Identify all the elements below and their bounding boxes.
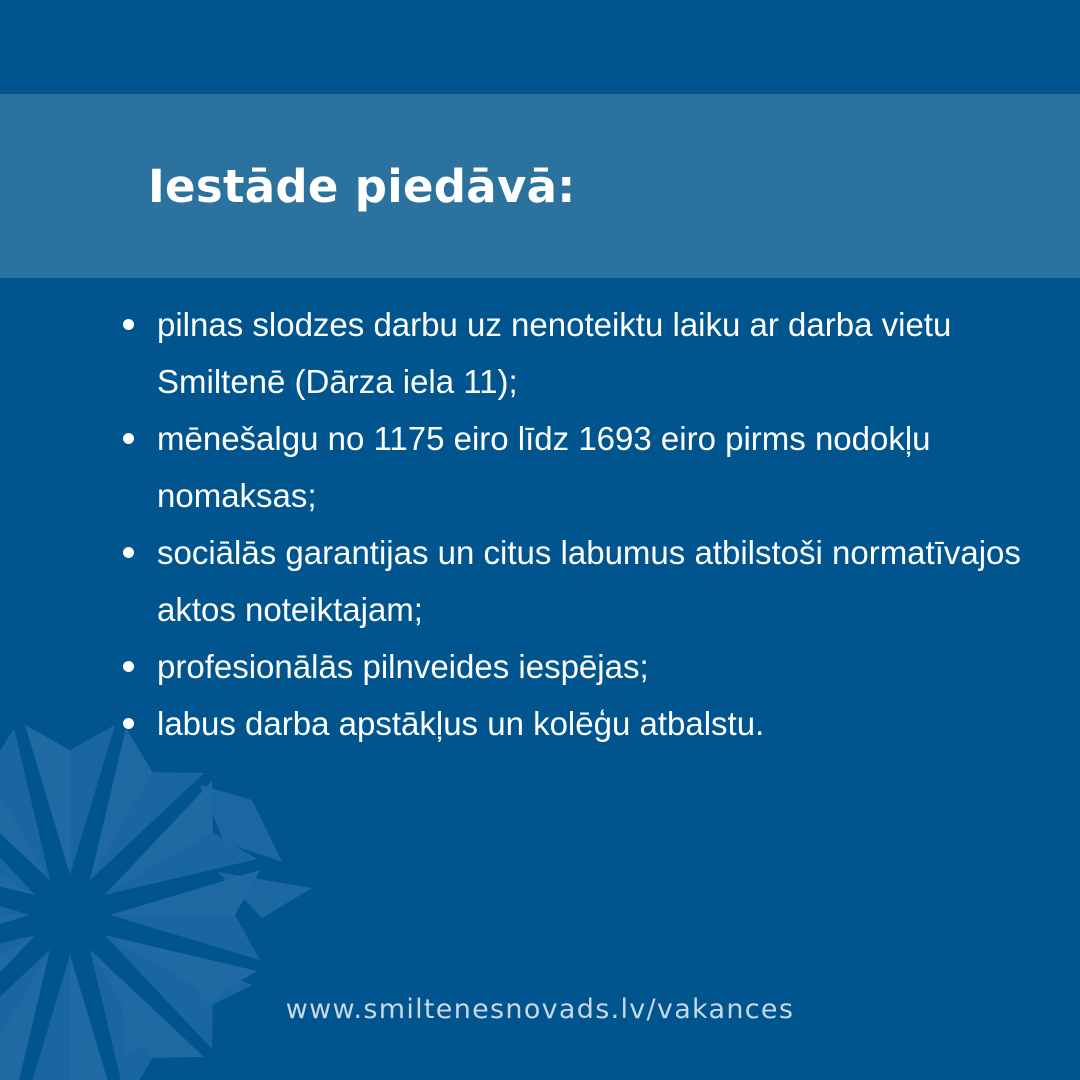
list-item (120, 524, 1065, 638)
list-item (120, 695, 1065, 752)
benefits-list (120, 296, 1065, 752)
benefit-text: labus darba apstākļus un kolēģu atbalstu. (157, 705, 765, 742)
list-item (120, 410, 1065, 524)
bullet-icon (123, 319, 134, 330)
page-title: Iestāde piedāvā: (148, 160, 576, 213)
benefit-text: mēnešalgu no 1175 eiro līdz 1693 eiro pirms nodokļu nomaksas; (157, 420, 931, 514)
benefit-text: pilnas slodzes darbu uz nenoteiktu laiku ar darba vietu Smiltenē (Dārza iela 11); (157, 306, 952, 400)
list-item (120, 638, 1065, 695)
benefit-text: profesionālās pilnveides iespējas; (157, 648, 649, 685)
bullet-icon (123, 547, 134, 558)
bullet-icon (123, 718, 134, 729)
website-link[interactable]: www.smiltenesnovads.lv/vakances (285, 994, 795, 1025)
list-item (120, 296, 1065, 410)
bullet-icon (123, 433, 134, 444)
bullet-icon (123, 661, 134, 672)
benefit-text: sociālās garantijas un citus labumus atbilstoši normatīvajos aktos noteiktajam; (157, 534, 1021, 628)
